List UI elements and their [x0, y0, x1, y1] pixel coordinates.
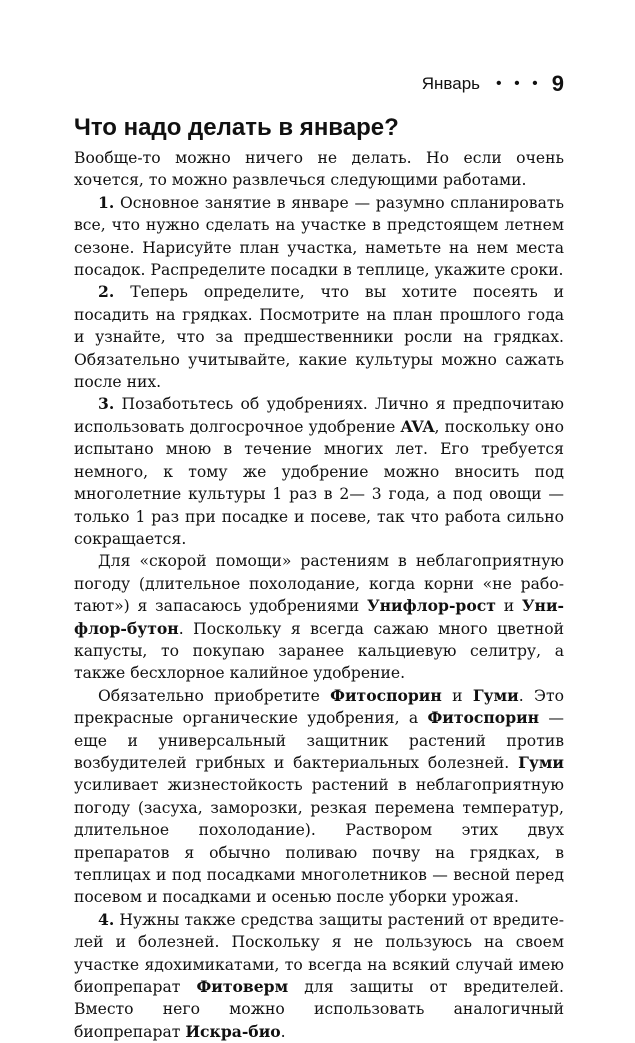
text-run: — еще и универсальный защитник растений против возбудителей грибных и бактериальных болезней.	[74, 709, 564, 772]
product-name: Гуми	[518, 752, 564, 772]
product-name: Фитоспорин	[427, 708, 540, 728]
text-run: Теперь определите, что вы хотите посеять и посадить на грядках. Посмотрите на план прошлого года и узнайте, что за предшественники росли на грядках. Обязательно учитывайте, какие культуры можно сажать после них.	[74, 283, 564, 392]
text-run: Основное занятие в январе — разумно спланировать все, что нужно сделать на участке в предстоящем летнем сезоне. Нарисуйте план участка, наметьте на нем места посадок. Распределите посадки в теплице, укажите сроки.	[74, 193, 564, 280]
product-name: Унифлор-бутон	[74, 596, 564, 638]
item-number: 2.	[98, 282, 115, 302]
text-run: и	[441, 686, 473, 705]
product-name: Искра-био	[185, 1021, 281, 1041]
paragraph-emergency-fertilizers	[74, 550, 564, 684]
paragraph-item-2	[74, 281, 564, 393]
page-number: 9	[551, 71, 564, 96]
product-name: Фитоверм	[196, 977, 289, 997]
running-header	[74, 71, 564, 99]
text-run: Вообще-то можно ничего не делать. Но если очень хочется, то можно развлечься следующими работами.	[74, 149, 564, 190]
header-dots-separator: • • •	[496, 75, 542, 92]
text-run: . Это прекрасные органические удобрения, а	[74, 686, 564, 728]
item-number: 3.	[98, 394, 115, 414]
text-run: . Поскольку я всегда сажаю много цветной капусты, то покупаю заранее кальциевую селитру, а также бесхлорное калийное удобрение.	[74, 619, 564, 683]
text-run: .	[280, 1022, 286, 1041]
paragraph-intro	[74, 147, 564, 192]
section-heading: Что надо делать в январе?	[74, 114, 399, 141]
text-run: Нужны также средства защиты растений от вредителей и болезней. Поскольку я не пользуюсь на своем участке ядохимикатами, то всегда на всякий случай имею биопрепарат	[74, 910, 564, 997]
product-name: Гуми	[472, 685, 519, 705]
product-name: Унифлор-рост	[366, 596, 496, 616]
running-header-section: Январь	[421, 74, 481, 93]
item-number: 4.	[98, 909, 115, 929]
product-name: Фитоспорин	[330, 685, 442, 705]
item-number: 1.	[98, 192, 115, 212]
text-run: и	[495, 597, 522, 616]
text-run: для защиты от вредителей. Вместо него можно использовать аналогичный биопрепарат	[74, 978, 564, 1041]
product-name: AVA	[400, 416, 435, 436]
paragraph-item-1	[74, 192, 564, 282]
text-run: усиливает жизнестойкость растений в неблагоприятную погоду (засуха, заморозки, резкая перемена температур, длительное похолодание). Раствором этих двух препаратов я обычно поливаю почву на грядках, в теплицах и под посадками многолетников — весной перед посевом и посадками и осенью после уборки урожая.	[74, 776, 564, 907]
body-text	[74, 147, 564, 1043]
paragraph-item-4	[74, 909, 564, 1043]
text-run: Для «скорой помощи» растениям в неблагоприятную погоду (длительное похолодание, когда корни «не работают») я запасаюсь удобрениями	[74, 552, 564, 616]
text-run: , поскольку оно испытано мною в течение многих лет. Его требуется немного, к тому же удобрение можно вносить под многолетние культуры 1 раз в 2— 3 года, а под овощи — только 1 раз при посадке и посеве, так что работа сильно сокращается.	[74, 417, 564, 548]
text-run: Обязательно приобретите	[98, 686, 331, 705]
paragraph-item-3	[74, 393, 564, 550]
paragraph-organic-fertilizers	[74, 685, 564, 909]
text-run: Позаботьтесь об удобрениях. Лично я предпочитаю использовать долгосрочное удобрение	[74, 395, 564, 436]
